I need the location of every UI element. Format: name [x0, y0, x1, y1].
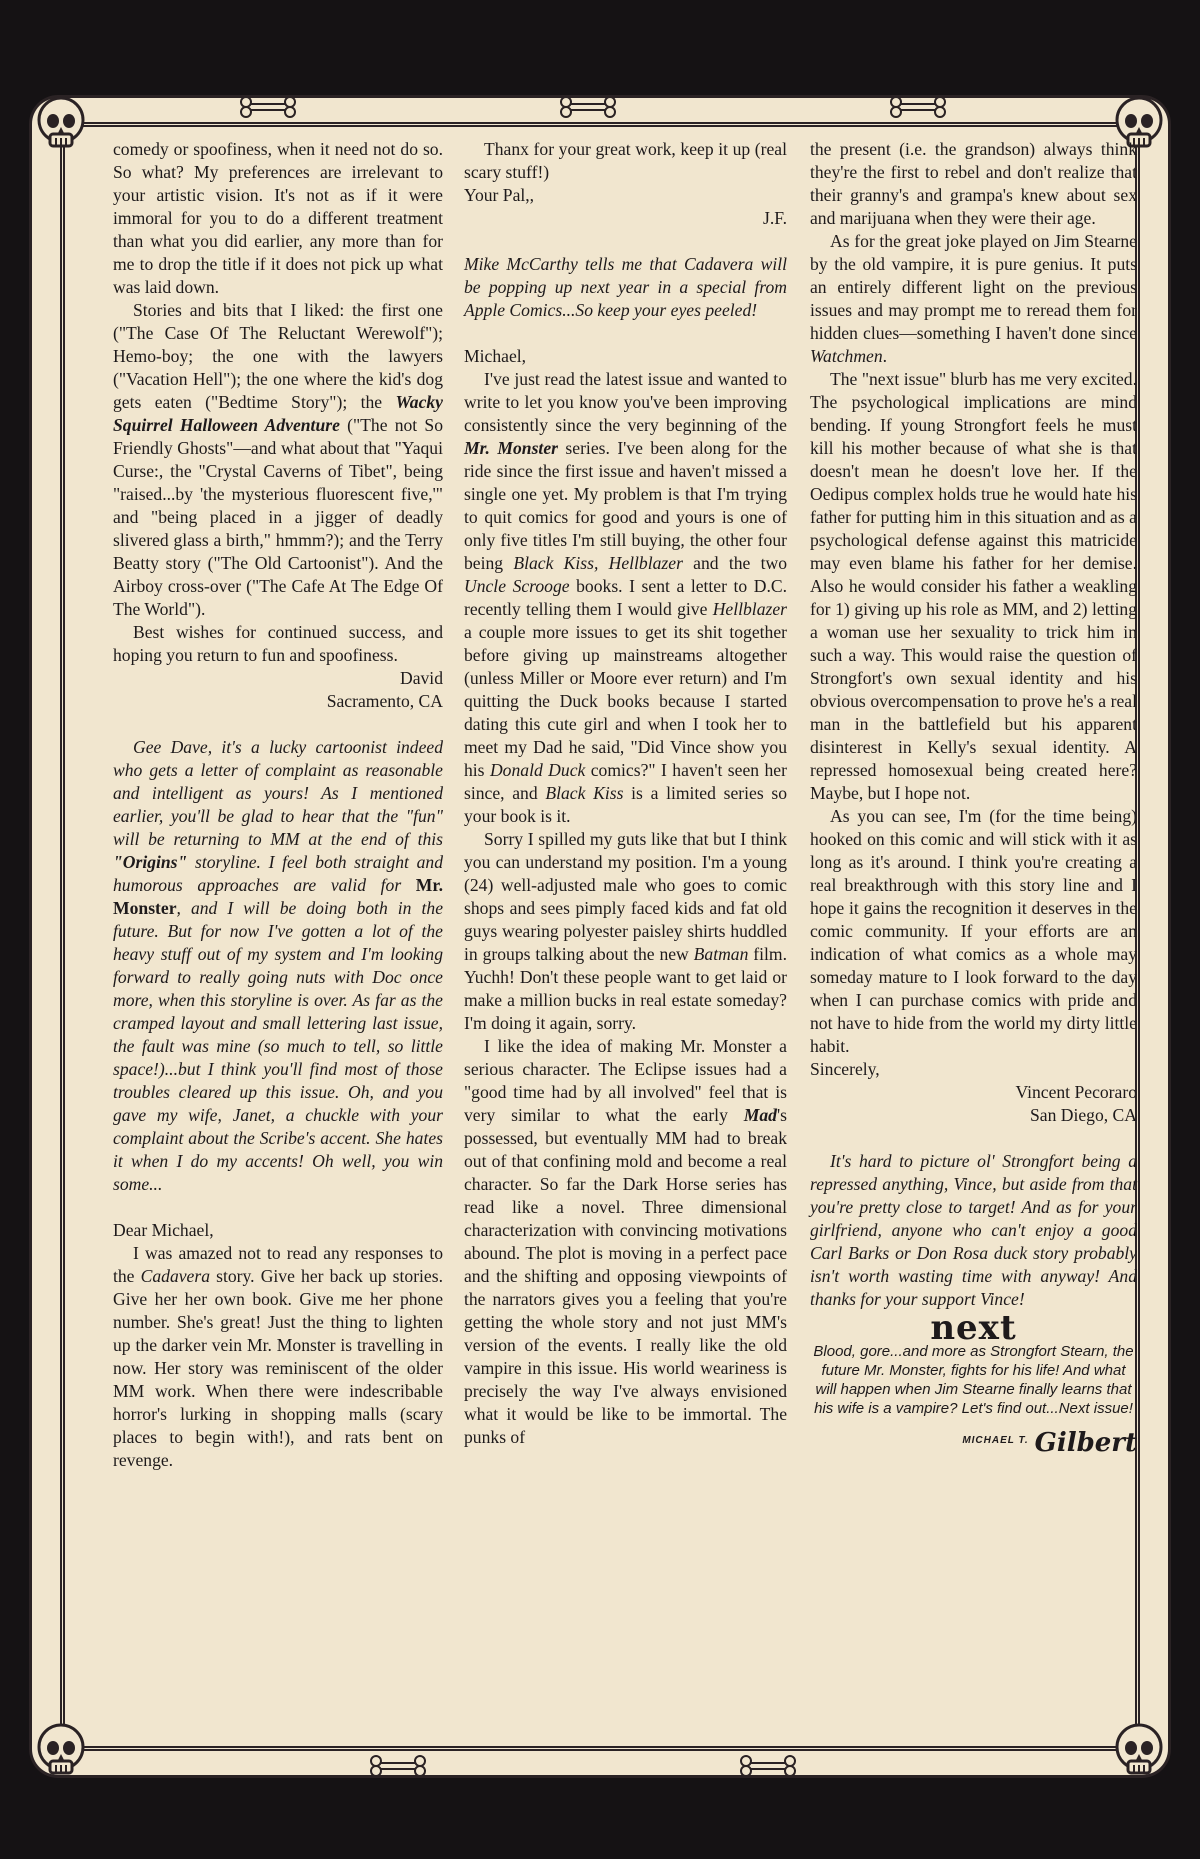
letter-paragraph: As you can see, I'm (for the time being) hooked on this comic and will stick with it as long as it's around. I think you're creating a real breakthrough with this story line and I hope it gains the recognition it deserves in the comic community. If your efforts are an indication of what comics as a whole may someday mature to I look forward to the day when I can purchase comics with pride and not have to hide from the world my dirty little habit. — [810, 806, 1137, 1056]
signature-place: Sacramento, CA — [326, 691, 443, 711]
editor-note: Mike McCarthy tells me that Cadavera will be popping up next year in a special from Apple Comics...So keep your eyes peeled! — [464, 254, 787, 320]
letter-paragraph: Sorry I spilled my guts like that but I think you can understand my position. I'm a young (24) well-adjusted male who goes to comic shops and sees pimply faced kids and fat old guys wearing polyester paisley shirts huddled in groups talking about the new Batman film. Yuchh! Don't these people want to get laid or make a million bucks in real estate someday? I'm doing it again, sorry. — [464, 829, 787, 1033]
bone-icon — [738, 1755, 798, 1777]
editor-reply: Gee Dave, it's a lucky cartoonist indeed who gets a letter of complaint as reasonable and intelligent as yours! As I mentioned earlier, you'll be glad to hear that the "fun" will be returning to MM at the end of this "Origins" storyline. I feel both straight and humorous approaches are valid for Mr. Monster, and I will be doing both in the future. But for now I've gotten a lot of the heavy stuff out of my system and I'm looking forward to really going nuts with Doc once more, when this storyline is over. As far as the cramped layout and small lettering last issue, the fault was mine (so much to tell, so little space!)...but I think you'll find most of those troubles cleared up this issue. Oh, and you gave my wife, Janet, a chuckle with your complaint about the Scribe's accent. She hates it when I do my accents! Oh well, you win some... — [113, 737, 443, 1194]
letter-closing: Your Pal,, — [464, 185, 535, 205]
letter-paragraph: As for the great joke played on Jim Stearne by the old vampire, it is pure genius. It puts an entirely different light on the previous issues and may prompt me to reread them for hidden clues—something I haven't done since Watchmen. — [810, 231, 1137, 366]
skull-icon — [32, 94, 90, 152]
skull-icon — [32, 1721, 90, 1779]
signature-place: San Diego, CA — [1029, 1105, 1137, 1125]
letter-salutation: Michael, — [464, 346, 527, 366]
bone-icon — [368, 1755, 428, 1777]
letter-paragraph: the present (i.e. the grandson) always think they're the first to rebel and don't realize that their granny's and grampa's knew about sex and marijuana when they were their age. — [810, 139, 1137, 228]
next-issue-title: next — [930, 1308, 1017, 1348]
column-3 — [810, 138, 1137, 1464]
bone-icon — [558, 96, 618, 118]
column-2 — [464, 138, 787, 1449]
column-1 — [113, 138, 443, 1472]
letter-paragraph: Thanx for your great work, keep it up (real scary stuff!) — [464, 139, 787, 182]
signature-initials: J.F. — [762, 208, 787, 228]
letter-salutation: Dear Michael, — [113, 1220, 214, 1240]
letter-paragraph: Stories and bits that I liked: the first one ("The Case Of The Reluctant Werewolf"); Hemo-boy; the one with the lawyers ("Vacation Hell"); the one where the kid's dog gets eaten ("Bedtime Story"); the Wacky Squirrel Halloween Adventure ("The not So Friendly Ghosts"—and what about that "Yaqui Curse:, the "Crystal Caverns of Tibet", being "raised...by 'the mysterious fluorescent five,'" and "being placed in a jigger of deadly slivered glass a birth," hmmm?); and the Terry Beatty story ("The Old Cartoonist"). And the Airboy cross-over ("The Cafe At The Edge Of The World"). — [113, 300, 443, 619]
next-issue-blurb: Blood, gore...and more as Strongfort Stearn, the future Mr. Monster, fights for his life! And what will happen when Jim Stearne finally learns that his wife is a vampire? Let's find out...Next issue! — [813, 1343, 1134, 1417]
signature-name: David — [400, 668, 443, 688]
artist-signature: $^{MICHAEL T.}$ Gilbert — [962, 1428, 1137, 1458]
letter-paragraph: The "next issue" blurb has me very excited. The psychological implications are mind bending. If young Strongfort feels he must kill his mother because of what she is that doesn't mean he doesn't love her. If the Oedipus complex holds true he would hate his father for putting him in this situation and as a psychological defense against this matricide may even blame his father for her demise. Also he would consider his father a weakling for 1) giving up his role as MM, and 2) letting a woman use her sexuality to trick him in such a way. This would raise the question of Strongfort's own sexual identity and his obvious overcompensation to prove he's a real man in the battlefield but his apparent disinterest in Kelly's sexual identity. A repressed homosexual being created here? Maybe, but I hope not. — [810, 369, 1137, 803]
letter-paragraph: Best wishes for continued success, and hoping you return to fun and spoofiness. — [113, 622, 443, 665]
editor-reply: It's hard to picture ol' Strongfort being a repressed anything, Vince, but aside from that you're pretty close to target! And as for your girlfriend, anyone who can't enjoy a good Carl Barks or Don Rosa duck story probably isn't worth wasting time with anyway! And thanks for your support Vince! — [810, 1151, 1137, 1309]
bone-icon — [238, 96, 298, 118]
bone-icon — [888, 96, 948, 118]
signature-name: Vincent Pecoraro — [1015, 1082, 1137, 1102]
letter-paragraph: I've just read the latest issue and wanted to write to let you know you've been improving consistently since the very beginning of the Mr. Monster series. I've been along for the ride since the first issue and haven't missed a single one yet. My problem is that I'm trying to quit comics for good and yours is one of only five titles I'm still buying, the other four being Black Kiss, Hellblazer and the two Uncle Scrooge books. I sent a letter to D.C. recently telling them I would give Hellblazer a couple more issues to get its shit together before giving up mainstreams altogether (unless Miller or Moore ever return) and I'm quitting the Duck books because I started dating this cute girl and when I took her to meet my Dad he said, "Did Vince show you his Donald Duck comics?" I haven't seen her since, and Black Kiss is a limited series so your book is it. — [464, 369, 788, 826]
letter-paragraph: I was amazed not to read any responses to the Cadavera story. Give her back up stories. Give her her own book. Give me her phone number. She's great! Just the thing to lighten up the darker vein Mr. Monster is travelling in now. Her story was reminiscent of the older MM work. When there were indescribable horror's lurking in shopping malls (scary places to begin with!), and rats bent on revenge. — [113, 1243, 443, 1470]
skull-icon — [1110, 1721, 1168, 1779]
letter-paragraph: comedy or spoofiness, when it need not do so. So what? My preferences are irrelevant to your artistic vision. It's not as if it were immoral for you to do a different treatment than what you did earlier, any more than for me to drop the title if it does not pick up what was laid down. — [113, 139, 443, 297]
letter-paragraph: I like the idea of making Mr. Monster a serious character. The Eclipse issues had a "good time had by all involved" feel that is very similar to what the early Mad's possessed, but eventually MM had to break out of that confining mold and become a real character. So far the Dark Horse series has read like a novel. Three dimensional characterization with convincing motivations abound. The plot is moving in a perfect pace and the shifting and opposing viewpoints of the narrators gives you a feeling that you're getting the whole story and not just MM's version of the events. I really like the old vampire in this issue. His world weariness is precisely the way I've always envisioned what it would be like to be immortal. The punks of — [464, 1036, 787, 1447]
letter-closing: Sincerely, — [810, 1059, 880, 1079]
